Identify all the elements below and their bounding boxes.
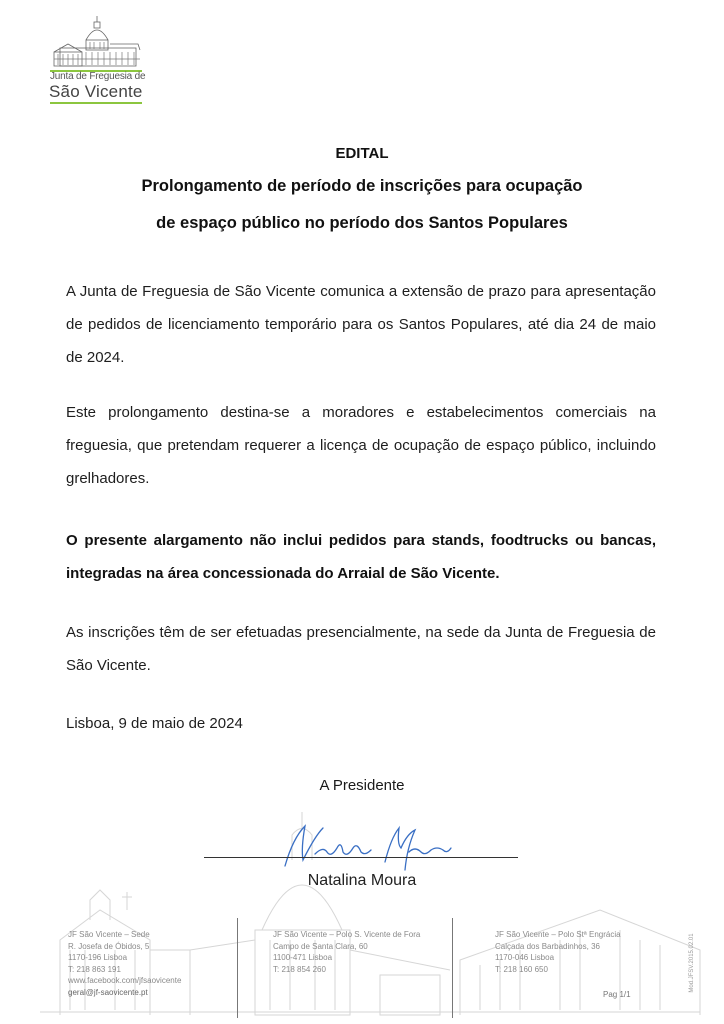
- office-name: JF São Vicente – Sede: [68, 930, 150, 939]
- junta-logo: [48, 14, 148, 102]
- paragraph-exclusion: O presente alargamento não inclui pedidos para stands, foodtrucks ou bancas, integradas na área concessionada do Arraial de São Vicente.: [66, 532, 656, 582]
- paragraph-registration: As inscrições têm de ser efetuadas presencialmente, na sede da Junta de Freguesia de São Vicente.: [66, 624, 656, 674]
- office-address: R. Josefa de Óbidos, 5: [68, 941, 150, 951]
- place-date: Lisboa, 9 de maio de 2024: [66, 715, 243, 732]
- signature-line: [204, 857, 518, 858]
- footer-divider: [452, 918, 453, 1018]
- signer-name: Natalina Moura: [307, 872, 417, 889]
- document-subtitle-line1: Prolongamento de período de inscrições para ocupação: [141, 177, 583, 195]
- document-heading: EDITAL: [335, 145, 389, 162]
- logo-text-line2: São Vicente: [49, 82, 143, 101]
- office-email: geral@jf-saovicente.pt: [68, 987, 148, 997]
- form-code: Mod.JFSV.2015.02.01: [689, 933, 695, 993]
- paragraph-scope: Este prolongamento destina-se a moradores e estabelecimentos comerciais na freguesia, que pretendam requerer a licença de ocupação de espaço público, incluindo grelhadores.: [66, 404, 656, 487]
- building-icon: [50, 14, 146, 70]
- office-address: Campo de Santa Clara, 60: [273, 941, 368, 951]
- office-name: JF São Vicente – Polo Stª Engrácia: [495, 930, 621, 939]
- office-phone: T: 218 160 650: [495, 964, 548, 974]
- footer-office-santa-engracia: [495, 929, 621, 975]
- signer-role: A Presidente: [319, 777, 405, 794]
- office-postcode: 1100-471 Lisboa: [273, 953, 333, 963]
- footer-office-sede: [68, 929, 181, 999]
- office-postcode: 1170-046 Lisboa: [495, 953, 555, 963]
- office-phone: T: 218 854 260: [273, 964, 326, 974]
- paragraph-extension: A Junta de Freguesia de São Vicente comunica a extensão de prazo para apresentação de pedidos de licenciamento temporário para os Santos Populares, até dia 24 de maio de 2024.: [66, 283, 656, 366]
- logo-text-line1: Junta de Freguesia de: [50, 71, 146, 82]
- office-phone: T: 218 863 191: [68, 964, 121, 974]
- footer-office-vicente-de-fora: [273, 929, 420, 975]
- page-number: Pag 1/1: [603, 990, 631, 999]
- logo-accent-underline: [50, 102, 142, 104]
- footer-divider: [237, 918, 238, 1018]
- document-subtitle-line2: de espaço público no período dos Santos Populares: [156, 214, 568, 232]
- office-address: Calçada dos Barbadinhos, 36: [495, 941, 600, 951]
- office-name: JF São Vicente – Polo S. Vicente de Fora: [273, 930, 421, 939]
- office-facebook: www.facebook.com/jfsaovicente: [68, 976, 182, 986]
- office-postcode: 1170-196 Lisboa: [68, 953, 128, 963]
- handwritten-signature: [275, 818, 455, 873]
